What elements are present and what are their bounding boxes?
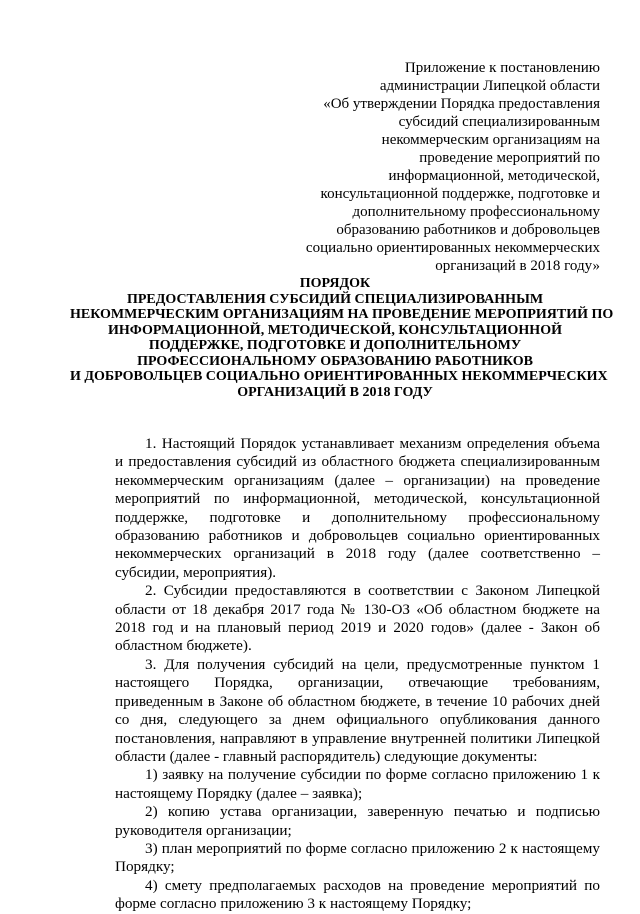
paragraph: 3. Для получения субсидий на цели, предусмотренные пунктом 1 настоящего Порядка, организации, отвечающие требованиям, приведенным в Законе об областном бюджете, в течение 10 рабочих дней со дня, следующего за днем официального опубликования данного постановления, направляют в управление внутренней политики Липецкой области (далее - главный распорядитель) следующие документы: (115, 655, 600, 765)
title-line: ПРЕДОСТАВЛЕНИЯ СУБСИДИЙ СПЕЦИАЛИЗИРОВАННЫМ (126, 291, 544, 307)
document-body (115, 435, 600, 914)
appendix-line: субсидий специализированным (398, 114, 600, 130)
title-line: ОРГАНИЗАЦИЙ В 2018 ГОДУ (237, 384, 433, 400)
appendix-line: дополнительному профессиональному (352, 204, 600, 220)
appendix-line: Приложение к постановлению (404, 60, 600, 76)
appendix-note (280, 59, 600, 275)
appendix-line: образованию работников и добровольцев (336, 222, 600, 238)
appendix-line: информационной, методической, (388, 168, 600, 184)
title-line: ПОДДЕРЖКЕ, ПОДГОТОВКЕ И ДОПОЛНИТЕЛЬНОМУ (148, 338, 522, 353)
appendix-line: некоммерческим организациям на (381, 132, 600, 148)
list-item: 1) заявку на получение субсидии по форме согласно приложению 1 к настоящему Порядку (далее – заявка); (115, 766, 600, 802)
paragraph: 2. Субсидии предоставляются в соответствии с Законом Липецкой области от 18 декабря 2017 года № 130-ОЗ «Об областном бюджете на 2018 год и на плановый период 2019 и 2020 годов» (далее - Закон об областном бюджете). (115, 582, 600, 655)
title-line: ИНФОРМАЦИОННОЙ, МЕТОДИЧЕСКОЙ, КОНСУЛЬТАЦИОННОЙ (108, 322, 562, 338)
appendix-line: организаций в 2018 году» (435, 258, 600, 274)
title-line: НЕКОММЕРЧЕСКИМ ОРГАНИЗАЦИЯМ НА ПРОВЕДЕНИЕ МЕРОПРИЯТИЙ ПО (70, 307, 614, 322)
title-line: И ДОБРОВОЛЬЦЕВ СОЦИАЛЬНО ОРИЕНТИРОВАННЫХ НЕКОММЕРЧЕСКИХ (70, 369, 608, 384)
list-item: 2) копию устава организации, заверенную печатью и подписью руководителя организации; (115, 803, 600, 839)
list-item: 3) план мероприятий по форме согласно приложению 2 к настоящему Порядку; (115, 839, 600, 876)
paragraph: 1. Настоящий Порядок устанавливает механизм определения объема и предоставления субсидий из областного бюджета специализированным некоммерческим организациям (далее – организации) на проведение мероприятий по информационной, методической, консультационной поддержке, подготовке и дополнительному профессиональному образованию работников и добровольцев социально ориентированных некоммерческих организаций в 2018 году (далее соответственно – субсидии, мероприятия). (115, 435, 600, 581)
appendix-line: консультационной поддержке, подготовке и (320, 186, 600, 202)
appendix-line: социально ориентированных некоммерческих (305, 240, 600, 256)
appendix-line: проведение мероприятий по (419, 150, 600, 166)
title-line: ПОРЯДОК (299, 276, 371, 291)
document-title (70, 276, 614, 400)
title-line: ПРОФЕССИОНАЛЬНОМУ ОБРАЗОВАНИЮ РАБОТНИКОВ (137, 353, 533, 369)
appendix-line: администрации Липецкой области (379, 78, 600, 94)
list-item: 4) смету предполагаемых расходов на проведение мероприятий по форме согласно приложению 3 к настоящему Порядку; (115, 876, 600, 913)
appendix-line: «Об утверждении Порядка предоставления (323, 96, 600, 112)
